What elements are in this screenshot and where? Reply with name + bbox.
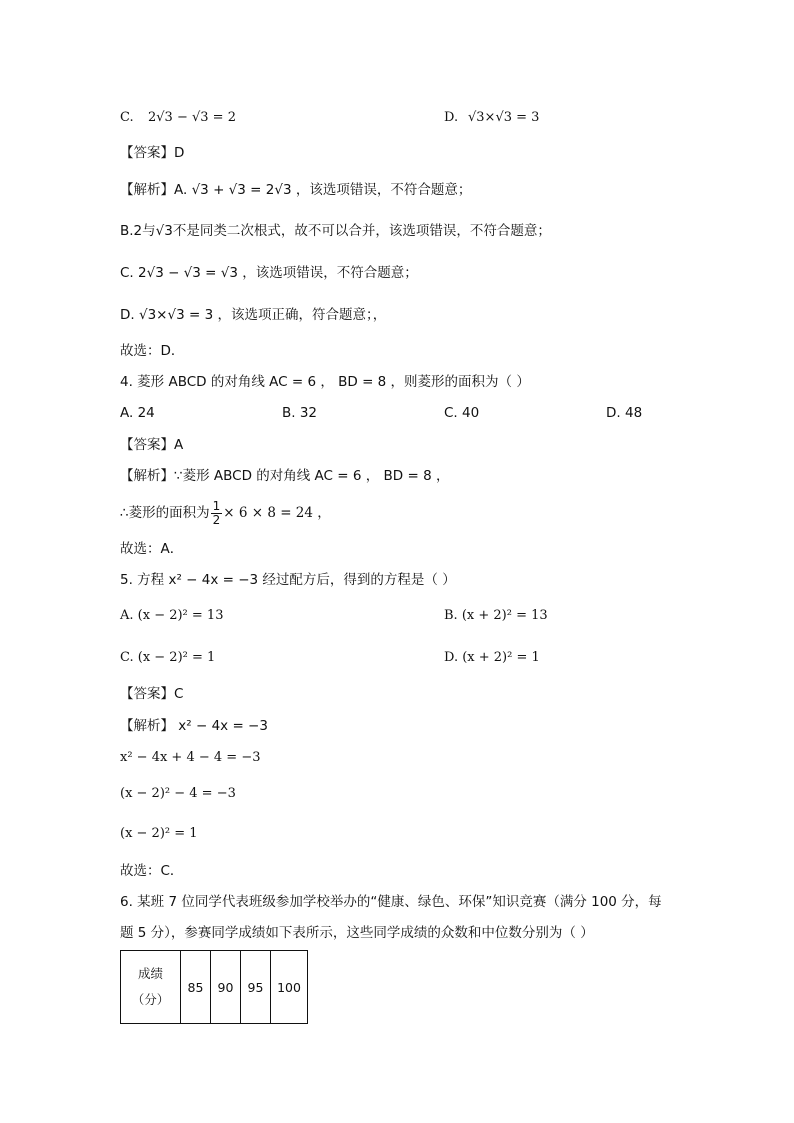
q4-choose: 故选：A． — [120, 541, 184, 557]
q5-option-c: C. (x − 2)² = 1 — [120, 650, 216, 665]
q5-option-d: D. (x + 2)² = 1 — [444, 650, 540, 665]
q5-analysis-1: 【解析】 x² − 4x = −3 — [120, 718, 268, 734]
q5-analysis-4: (x − 2)² = 1 — [120, 826, 198, 841]
q4-analysis-2 — [120, 498, 331, 528]
q3-analysis-c: C. 2√3 − √3 = √3 ，该选项错误，不符合题意； — [120, 265, 418, 281]
table-header-line2: （分） — [131, 992, 170, 1007]
q3-analysis-d: D. √3×√3 = 3 ，该选项正确，符合题意；， — [120, 307, 387, 323]
q4-option-a: A. 24 — [120, 405, 155, 421]
q4-analysis-2-prefix: ∴菱形的面积为 — [120, 505, 210, 521]
q4-option-d: D. 48 — [606, 405, 643, 421]
q5-option-a: A. (x − 2)² = 13 — [120, 608, 224, 623]
q6-stem-line2: 题 5 分），参赛同学成绩如下表所示，这些同学成绩的众数和中位数分别为（ ） — [120, 925, 594, 941]
table-header-cell — [121, 951, 181, 1024]
q5-analysis-3: (x − 2)² − 4 = −3 — [120, 786, 236, 801]
q3-option-d-expr: √3×√3 = 3 — [468, 110, 540, 125]
q6-stem-line1: 6. 某班 7 位同学代表班级参加学校举办的“健康、绿色、环保”知识竞赛（满分 100 分，每 — [120, 894, 662, 910]
table-cell: 90 — [211, 951, 241, 1024]
q3-answer: 【答案】D — [120, 145, 185, 161]
q5-choose: 故选：C． — [120, 863, 184, 879]
fraction-numerator: 1 — [212, 498, 221, 513]
q3-option-c: C. — [120, 110, 134, 125]
q5-analysis-2: x² − 4x + 4 − 4 = −3 — [120, 750, 261, 765]
table-row — [121, 951, 308, 1024]
q4-option-b: B. 32 — [282, 405, 318, 421]
q4-answer: 【答案】A — [120, 437, 184, 453]
q3-choose: 故选：D． — [120, 343, 185, 359]
q5-option-b: B. (x + 2)² = 13 — [444, 608, 548, 623]
q4-analysis-1: 【解析】∵菱形 ABCD 的对角线 AC = 6 ， BD = 8 ， — [120, 468, 450, 484]
table-header-line1: 成绩 — [137, 966, 163, 981]
table-cell: 85 — [181, 951, 211, 1024]
q5-answer: 【答案】C — [120, 686, 184, 702]
q3-analysis-b: B.2与√3不是同类二次根式，故不可以合并，该选项错误，不符合题意； — [120, 223, 551, 239]
q3-option-d: D. — [444, 110, 459, 125]
q5-stem: 5. 方程 x² − 4x = −3 经过配方后，得到的方程是（ ） — [120, 572, 456, 588]
q4-analysis-2-suffix: × 6 × 8 = 24 ， — [223, 505, 331, 521]
q3-analysis-a: 【解析】A. √3 + √3 = 2√3 ，该选项错误，不符合题意； — [120, 182, 472, 198]
table-cell: 95 — [241, 951, 271, 1024]
score-table — [120, 950, 308, 1024]
q3-option-c-expr: 2√3 − √3 = 2 — [148, 110, 236, 125]
q4-fraction — [211, 500, 223, 527]
q4-stem: 4. 菱形 ABCD 的对角线 AC = 6 ， BD = 8 ，则菱形的面积为（ ） — [120, 374, 530, 390]
q4-option-c: C. 40 — [444, 405, 480, 421]
table-cell: 100 — [271, 951, 308, 1024]
fraction-denominator: 2 — [212, 512, 221, 527]
